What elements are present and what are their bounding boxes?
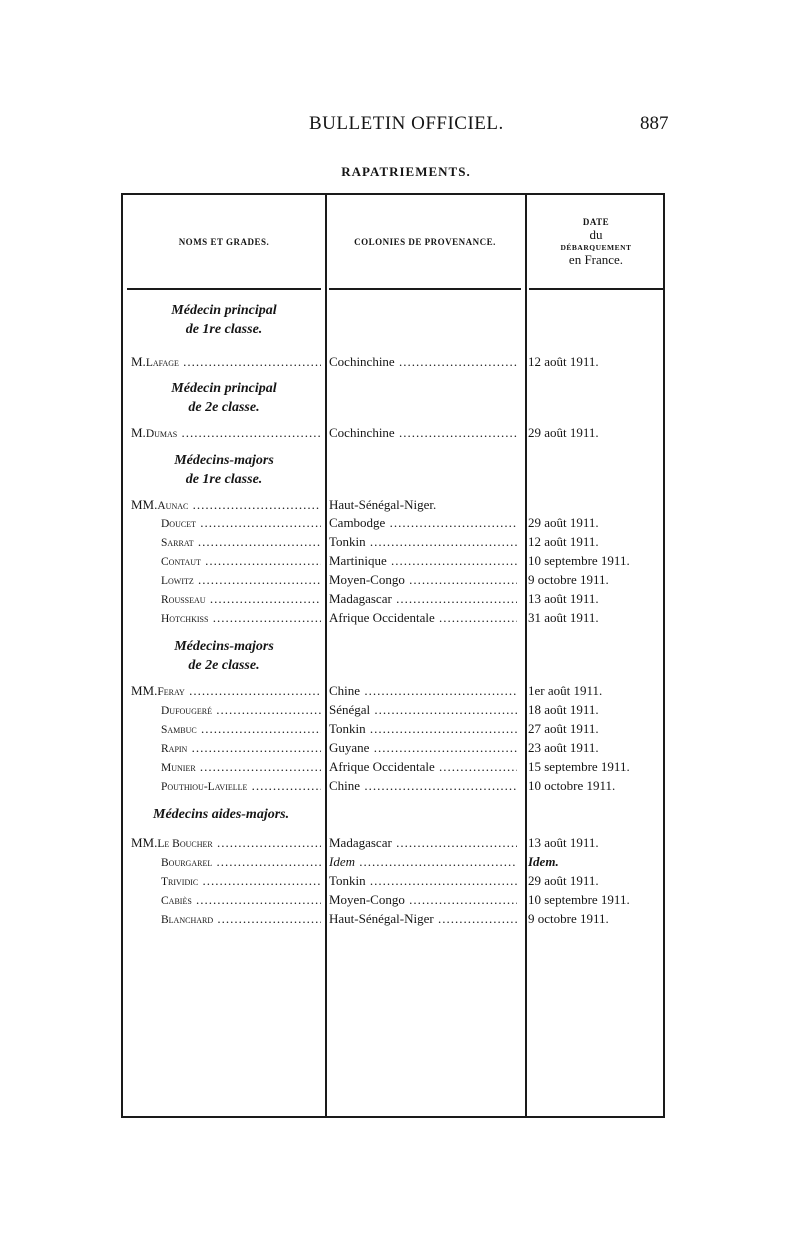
name-cell bbox=[131, 835, 321, 851]
date-header-line: du bbox=[589, 227, 603, 242]
table-row bbox=[123, 892, 663, 911]
colony-name: Chine bbox=[329, 778, 361, 793]
dot-leader bbox=[196, 515, 321, 530]
dot-leader bbox=[194, 534, 321, 549]
date-cell: 29 août 1911. bbox=[528, 425, 599, 440]
name-cell bbox=[131, 515, 321, 531]
colony-name: Cochinchine bbox=[329, 354, 395, 369]
name-cell bbox=[131, 702, 321, 718]
table-row bbox=[123, 534, 663, 553]
dot-leader bbox=[387, 553, 517, 568]
colony-cell bbox=[329, 683, 517, 699]
person-name: Sarrat bbox=[161, 537, 194, 549]
person-name: Hotchkiss bbox=[161, 613, 209, 625]
person-name: Trividic bbox=[161, 876, 199, 888]
colony-cell bbox=[329, 497, 517, 513]
dot-leader bbox=[212, 854, 321, 869]
table-row bbox=[123, 683, 663, 702]
colony-name: Cambodge bbox=[329, 515, 386, 530]
table-row bbox=[123, 591, 663, 610]
grade-heading-line: Médecin principal bbox=[171, 381, 277, 396]
dot-leader bbox=[197, 721, 321, 736]
date-cell: 29 août 1911. bbox=[528, 873, 599, 888]
person-name: Rapin bbox=[161, 743, 188, 755]
date-header-line: en France. bbox=[568, 252, 624, 267]
date-cell: 31 août 1911. bbox=[528, 610, 599, 625]
dot-leader bbox=[435, 610, 517, 625]
honorific: MM. bbox=[131, 683, 158, 698]
colony-name: Guyane bbox=[329, 740, 370, 755]
dot-leader bbox=[366, 534, 517, 549]
grade-heading-line: de 2e classe. bbox=[188, 658, 260, 673]
date-cell: 13 août 1911. bbox=[528, 591, 599, 606]
colony-name: Chine bbox=[329, 683, 361, 698]
section-title: RAPATRIEMENTS. bbox=[341, 164, 471, 179]
colony-name: Tonkin bbox=[329, 721, 366, 736]
dot-leader bbox=[405, 892, 517, 907]
grade-heading-line: de 2e classe. bbox=[188, 400, 260, 415]
page-number: 887 bbox=[640, 113, 669, 134]
date-header-line: DÉBARQUEMENT bbox=[560, 243, 632, 252]
name-cell bbox=[131, 534, 321, 550]
colony-cell bbox=[329, 572, 517, 588]
column-header-colonies: COLONIES DE PROVENANCE. bbox=[354, 237, 496, 247]
dot-leader bbox=[212, 702, 321, 717]
colony-cell bbox=[329, 610, 517, 626]
name-cell bbox=[131, 553, 321, 569]
date-cell: 15 septembre 1911. bbox=[528, 759, 630, 774]
dot-leader bbox=[213, 911, 321, 926]
colony-cell bbox=[329, 425, 517, 441]
colony-cell bbox=[329, 515, 517, 531]
dot-leader bbox=[177, 425, 321, 440]
person-name: Lowitz bbox=[161, 575, 194, 587]
colony-name: Tonkin bbox=[329, 873, 366, 888]
name-cell bbox=[131, 354, 321, 370]
dot-leader bbox=[179, 354, 321, 369]
colony-name: Haut-Sénégal-Niger. bbox=[329, 497, 437, 512]
name-cell bbox=[131, 572, 321, 588]
table-row bbox=[123, 572, 663, 591]
dot-leader bbox=[213, 835, 321, 850]
name-cell bbox=[131, 425, 321, 441]
colony-cell bbox=[329, 835, 517, 851]
date-cell: 27 août 1911. bbox=[528, 721, 599, 736]
table-row bbox=[123, 702, 663, 721]
date-cell: 9 octobre 1911. bbox=[528, 572, 609, 587]
column-header-date bbox=[529, 217, 663, 268]
name-cell bbox=[131, 778, 321, 794]
dot-leader bbox=[201, 553, 321, 568]
date-cell: 23 août 1911. bbox=[528, 740, 599, 755]
colony-name: Cochinchine bbox=[329, 425, 395, 440]
name-cell bbox=[131, 721, 321, 737]
dot-leader bbox=[206, 591, 321, 606]
table-row bbox=[123, 778, 663, 797]
date-cell: 10 octobre 1911. bbox=[528, 778, 616, 793]
dot-leader bbox=[355, 854, 517, 869]
table-row bbox=[123, 425, 663, 444]
honorific: M. bbox=[131, 354, 146, 369]
person-name: Le Boucher bbox=[157, 838, 213, 850]
person-name: Sambuc bbox=[161, 724, 197, 736]
honorific: MM. bbox=[131, 835, 158, 850]
dot-leader bbox=[385, 515, 517, 530]
table-row bbox=[123, 515, 663, 534]
date-header-line: DATE bbox=[582, 217, 610, 227]
name-cell bbox=[131, 591, 321, 607]
dot-leader bbox=[194, 572, 321, 587]
person-name: Feray bbox=[157, 686, 185, 698]
colony-cell bbox=[329, 911, 517, 927]
date-cell: 18 août 1911. bbox=[528, 702, 599, 717]
person-name: Lafage bbox=[145, 357, 179, 369]
grade-heading-line: Médecins-majors bbox=[174, 639, 274, 654]
name-cell bbox=[131, 683, 321, 699]
table-row bbox=[123, 759, 663, 778]
date-cell: 12 août 1911. bbox=[528, 534, 599, 549]
dot-leader bbox=[395, 354, 517, 369]
dot-leader bbox=[366, 721, 517, 736]
person-name: Munier bbox=[161, 762, 196, 774]
grade-heading-line: de 1re classe. bbox=[185, 472, 263, 487]
grade-heading bbox=[131, 805, 333, 824]
honorific: MM. bbox=[131, 497, 158, 512]
honorific: M. bbox=[131, 425, 146, 440]
colony-name: Idem bbox=[329, 854, 355, 869]
table-row bbox=[123, 911, 663, 930]
date-cell: 13 août 1911. bbox=[528, 835, 599, 850]
table-row bbox=[123, 553, 663, 572]
name-cell bbox=[131, 759, 321, 775]
grade-heading bbox=[127, 301, 321, 339]
dot-leader bbox=[370, 702, 517, 717]
colony-name: Madagascar bbox=[329, 835, 392, 850]
colony-cell bbox=[329, 354, 517, 370]
dot-leader bbox=[434, 911, 517, 926]
grade-heading-line: Médecins aides-majors. bbox=[153, 807, 290, 822]
dot-leader bbox=[196, 759, 321, 774]
dot-leader bbox=[392, 591, 517, 606]
dot-leader bbox=[360, 778, 517, 793]
colony-cell bbox=[329, 553, 517, 569]
name-cell bbox=[131, 873, 321, 889]
dot-leader bbox=[185, 683, 321, 698]
dot-leader bbox=[187, 740, 321, 755]
person-name: Blanchard bbox=[161, 914, 214, 926]
colony-cell bbox=[329, 759, 517, 775]
date-cell: 9 octobre 1911. bbox=[528, 911, 609, 926]
dot-leader bbox=[395, 425, 517, 440]
dot-leader bbox=[392, 835, 517, 850]
grade-heading bbox=[127, 637, 321, 675]
colony-cell bbox=[329, 591, 517, 607]
date-cell: 1er août 1911. bbox=[528, 683, 603, 698]
running-head bbox=[0, 113, 800, 137]
date-cell: Idem. bbox=[528, 854, 559, 869]
colony-name: Afrique Occidentale bbox=[329, 610, 435, 625]
date-cell: 29 août 1911. bbox=[528, 515, 599, 530]
person-name: Contaut bbox=[161, 556, 201, 568]
grade-heading bbox=[127, 379, 321, 417]
name-cell bbox=[131, 497, 321, 513]
person-name: Pouthiou-Lavielle bbox=[161, 781, 248, 793]
table-row bbox=[123, 740, 663, 759]
colony-name: Sénégal bbox=[329, 702, 371, 717]
person-name: Bourgarel bbox=[161, 857, 213, 869]
dot-leader bbox=[188, 497, 321, 512]
header-rule bbox=[529, 288, 663, 290]
grade-heading-line: Médecins-majors bbox=[174, 453, 274, 468]
person-name: Doucet bbox=[161, 518, 196, 530]
table-row bbox=[123, 610, 663, 629]
dot-leader bbox=[247, 778, 321, 793]
name-cell bbox=[131, 610, 321, 626]
column-divider bbox=[525, 195, 527, 1117]
date-cell: 12 août 1911. bbox=[528, 354, 599, 369]
colony-name: Haut-Sénégal-Niger bbox=[329, 911, 434, 926]
column-header-names: NOMS ET GRADES. bbox=[178, 237, 270, 247]
table-row bbox=[123, 873, 663, 892]
date-cell: 10 septembre 1911. bbox=[528, 892, 630, 907]
colony-cell bbox=[329, 854, 517, 870]
person-name: Cabiès bbox=[161, 895, 192, 907]
dot-leader bbox=[435, 759, 517, 774]
colony-cell bbox=[329, 778, 517, 794]
table-row bbox=[123, 854, 663, 873]
person-name: Dufougeré bbox=[161, 705, 212, 717]
colony-name: Moyen-Congo bbox=[329, 572, 405, 587]
header-rule bbox=[329, 288, 521, 290]
header-rule bbox=[127, 288, 321, 290]
dot-leader bbox=[198, 873, 321, 888]
colony-cell bbox=[329, 721, 517, 737]
colony-name: Afrique Occidentale bbox=[329, 759, 435, 774]
dot-leader bbox=[369, 740, 517, 755]
table-row bbox=[123, 497, 663, 516]
person-name: Dumas bbox=[145, 428, 178, 440]
table-row bbox=[123, 721, 663, 740]
grade-heading-line: de 1re classe. bbox=[185, 322, 263, 337]
colony-cell bbox=[329, 873, 517, 889]
table-row bbox=[123, 835, 663, 854]
dot-leader bbox=[366, 873, 517, 888]
grade-heading-line: Médecin principal bbox=[171, 303, 277, 318]
page-title: BULLETIN OFFICIEL. bbox=[309, 113, 504, 134]
dot-leader bbox=[192, 892, 321, 907]
colony-cell bbox=[329, 740, 517, 756]
person-name: Rousseau bbox=[161, 594, 206, 606]
name-cell bbox=[131, 740, 321, 756]
name-cell bbox=[131, 911, 321, 927]
dot-leader bbox=[405, 572, 517, 587]
colony-cell bbox=[329, 702, 517, 718]
column-divider bbox=[325, 195, 327, 1117]
date-cell: 10 septembre 1911. bbox=[528, 553, 630, 568]
colony-cell bbox=[329, 892, 517, 908]
colony-name: Martinique bbox=[329, 553, 387, 568]
grade-heading bbox=[127, 451, 321, 489]
colony-name: Madagascar bbox=[329, 591, 392, 606]
table-row bbox=[123, 354, 663, 373]
colony-name: Moyen-Congo bbox=[329, 892, 405, 907]
dot-leader bbox=[208, 610, 321, 625]
colony-name: Tonkin bbox=[329, 534, 366, 549]
colony-cell bbox=[329, 534, 517, 550]
person-name: Aunac bbox=[157, 500, 189, 512]
name-cell bbox=[131, 892, 321, 908]
dot-leader bbox=[360, 683, 517, 698]
repatriation-table bbox=[121, 193, 665, 1118]
name-cell bbox=[131, 854, 321, 870]
